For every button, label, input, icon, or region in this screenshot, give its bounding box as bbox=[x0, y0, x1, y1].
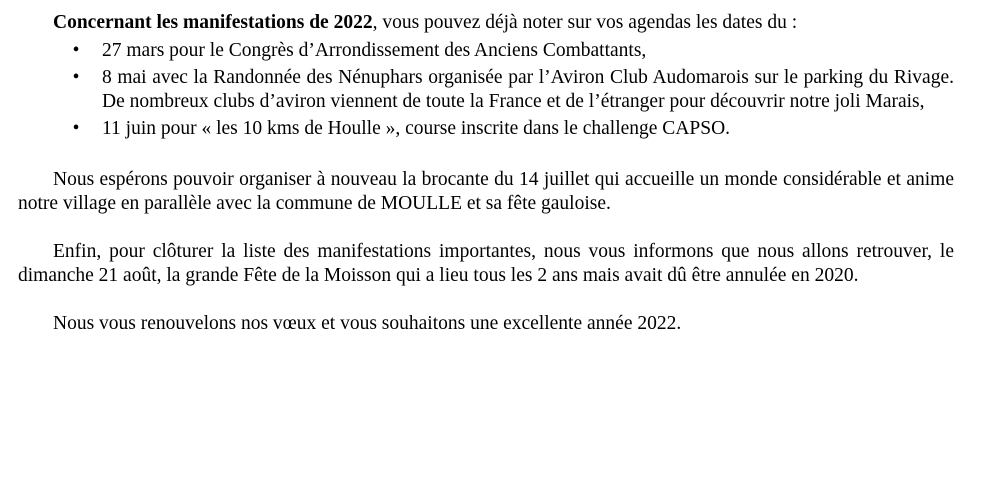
bullet-icon: • bbox=[72, 67, 80, 88]
letter-body bbox=[18, 11, 954, 336]
event-text: 27 mars pour le Congrès d’Arrondissement des Anciens Combattants, bbox=[102, 40, 647, 61]
list-item bbox=[72, 117, 954, 141]
event-text: 8 mai avec la Randonnée des Nénuphars organisée par l’Aviron Club Audomarois sur le parking du Rivage. De nombreux clubs d’aviron viennent de toute la France et de l’étranger pour découvrir notre joli Marais, bbox=[102, 67, 954, 112]
event-text: 11 juin pour « les 10 kms de Houlle », course inscrite dans le challenge CAPSO. bbox=[102, 118, 731, 139]
intro-bold-lead: Concernant les manifestations de 2022 bbox=[53, 12, 373, 33]
spacer bbox=[18, 144, 954, 168]
list-item bbox=[72, 66, 954, 114]
list-item bbox=[72, 39, 954, 63]
wishes-paragraph: Nous vous renouvelons nos vœux et vous souhaitons une excellente année 2022. bbox=[53, 313, 682, 334]
bullet-icon: • bbox=[72, 118, 80, 139]
spacer bbox=[18, 216, 954, 240]
intro-paragraph bbox=[18, 11, 954, 35]
spacer bbox=[18, 288, 954, 312]
brocante-paragraph: Nous espérons pouvoir organiser à nouveau la brocante du 14 juillet qui accueille un monde considérable et anime notre village en parallèle avec la commune de MOULLE et sa fête gauloise. bbox=[18, 169, 954, 214]
intro-rest: , vous pouvez déjà noter sur vos agendas les dates du : bbox=[372, 12, 798, 33]
bullet-icon: • bbox=[72, 40, 80, 61]
moisson-paragraph: Enfin, pour clôturer la liste des manifestations importantes, nous vous informons que nous allons retrouver, le dimanche 21 août, la grande Fête de la Moisson qui a lieu tous les 2 ans mais avait dû être annulée en 2020. bbox=[18, 241, 954, 286]
events-list bbox=[18, 39, 954, 141]
